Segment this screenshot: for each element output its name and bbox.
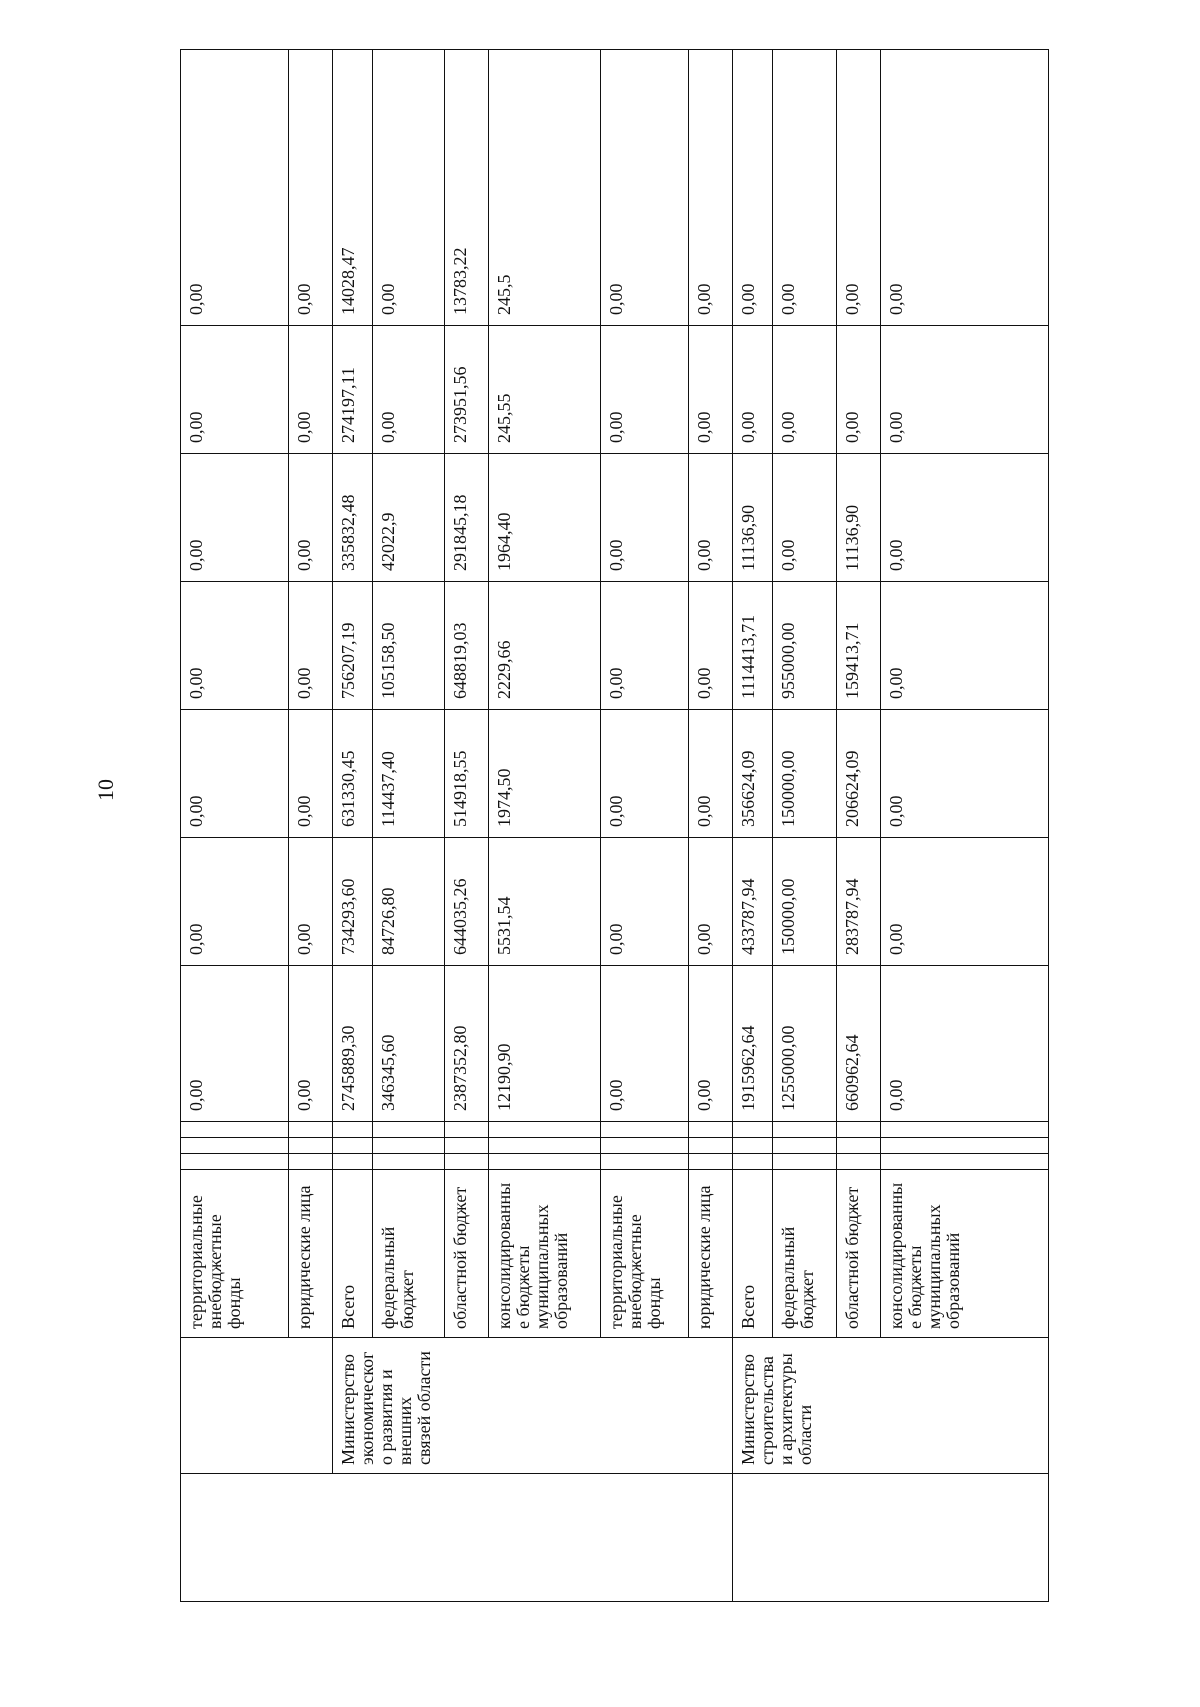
table-row bbox=[733, 50, 773, 1602]
value-cell: 0,00 bbox=[689, 454, 733, 582]
empty-cell bbox=[773, 1138, 837, 1154]
value-cell: 0,00 bbox=[601, 838, 689, 966]
value-cell: 648819,03 bbox=[445, 582, 489, 710]
empty-cell bbox=[289, 1122, 333, 1138]
empty-cell bbox=[333, 1122, 373, 1138]
empty-cell bbox=[373, 1138, 445, 1154]
value-cell: 0,00 bbox=[881, 326, 1049, 454]
empty-cell bbox=[445, 1154, 489, 1170]
value-cell: 291845,18 bbox=[445, 454, 489, 582]
value-cell: 0,00 bbox=[881, 582, 1049, 710]
value-cell: 0,00 bbox=[601, 50, 689, 326]
value-cell: 0,00 bbox=[773, 50, 837, 326]
empty-cell bbox=[689, 1138, 733, 1154]
funding-source-label: юридические лица bbox=[289, 1170, 333, 1338]
value-cell: 0,00 bbox=[181, 710, 289, 838]
empty-cell bbox=[333, 1154, 373, 1170]
table-row bbox=[333, 50, 373, 1602]
value-cell: 273951,56 bbox=[445, 326, 489, 454]
empty-cell bbox=[333, 1138, 373, 1154]
value-cell: 0,00 bbox=[181, 838, 289, 966]
value-cell: 0,00 bbox=[881, 710, 1049, 838]
value-cell: 0,00 bbox=[181, 326, 289, 454]
value-cell: 0,00 bbox=[601, 710, 689, 838]
budget-table-rotated bbox=[180, 50, 1048, 1602]
empty-cell bbox=[489, 1138, 601, 1154]
value-cell: 514918,55 bbox=[445, 710, 489, 838]
empty-cell bbox=[445, 1122, 489, 1138]
empty-cell bbox=[881, 1154, 1049, 1170]
empty-cell bbox=[181, 1154, 289, 1170]
value-cell: 0,00 bbox=[837, 326, 881, 454]
value-cell: 0,00 bbox=[733, 326, 773, 454]
executor-cell: Министерство экономическог о развития и внешних связей области bbox=[333, 1338, 733, 1474]
page-number: 10 bbox=[93, 779, 118, 801]
empty-cell bbox=[489, 1154, 601, 1170]
value-cell: 0,00 bbox=[601, 966, 689, 1122]
value-cell: 346345,60 bbox=[373, 966, 445, 1122]
value-cell: 0,00 bbox=[289, 710, 333, 838]
empty-cell bbox=[373, 1154, 445, 1170]
value-cell: 0,00 bbox=[773, 326, 837, 454]
executor-cell: Министерство строительства и архитектуры области bbox=[733, 1338, 1049, 1474]
value-cell: 1915962,64 bbox=[733, 966, 773, 1122]
value-cell: 2229,66 bbox=[489, 582, 601, 710]
value-cell: 5531,54 bbox=[489, 838, 601, 966]
empty-cell bbox=[289, 1154, 333, 1170]
value-cell: 11136,90 bbox=[837, 454, 881, 582]
executor-cell bbox=[181, 1338, 333, 1474]
value-cell: 0,00 bbox=[289, 966, 333, 1122]
value-cell: 1114413,71 bbox=[733, 582, 773, 710]
value-cell: 0,00 bbox=[181, 582, 289, 710]
table-row bbox=[181, 50, 289, 1602]
program-cell bbox=[181, 1474, 733, 1602]
value-cell: 756207,19 bbox=[333, 582, 373, 710]
value-cell: 0,00 bbox=[373, 50, 445, 326]
value-cell: 0,00 bbox=[881, 838, 1049, 966]
value-cell: 0,00 bbox=[601, 454, 689, 582]
value-cell: 14028,47 bbox=[333, 50, 373, 326]
value-cell: 0,00 bbox=[181, 50, 289, 326]
value-cell: 11136,90 bbox=[733, 454, 773, 582]
value-cell: 206624,09 bbox=[837, 710, 881, 838]
value-cell: 0,00 bbox=[181, 966, 289, 1122]
value-cell: 0,00 bbox=[601, 326, 689, 454]
empty-cell bbox=[837, 1122, 881, 1138]
empty-cell bbox=[181, 1122, 289, 1138]
empty-cell bbox=[445, 1138, 489, 1154]
empty-cell bbox=[733, 1154, 773, 1170]
value-cell: 734293,60 bbox=[333, 838, 373, 966]
value-cell: 105158,50 bbox=[373, 582, 445, 710]
value-cell: 0,00 bbox=[881, 454, 1049, 582]
funding-source-label: Всего bbox=[333, 1170, 373, 1338]
value-cell: 0,00 bbox=[773, 454, 837, 582]
empty-cell bbox=[601, 1122, 689, 1138]
value-cell: 0,00 bbox=[373, 326, 445, 454]
value-cell: 955000,00 bbox=[773, 582, 837, 710]
value-cell: 0,00 bbox=[689, 710, 733, 838]
value-cell: 0,00 bbox=[837, 50, 881, 326]
empty-cell bbox=[733, 1122, 773, 1138]
empty-cell bbox=[689, 1154, 733, 1170]
funding-source-label: консолидированные бюджеты муниципальных образований bbox=[489, 1170, 601, 1338]
funding-source-label: Всего bbox=[733, 1170, 773, 1338]
value-cell: 335832,48 bbox=[333, 454, 373, 582]
value-cell: 42022,9 bbox=[373, 454, 445, 582]
value-cell: 283787,94 bbox=[837, 838, 881, 966]
empty-cell bbox=[881, 1138, 1049, 1154]
empty-cell bbox=[733, 1138, 773, 1154]
empty-cell bbox=[881, 1122, 1049, 1138]
value-cell: 159413,71 bbox=[837, 582, 881, 710]
funding-source-label: федеральный бюджет bbox=[373, 1170, 445, 1338]
value-cell: 356624,09 bbox=[733, 710, 773, 838]
value-cell: 0,00 bbox=[289, 582, 333, 710]
funding-source-label: территориальные внебюджетные фонды bbox=[181, 1170, 289, 1338]
value-cell: 0,00 bbox=[689, 326, 733, 454]
value-cell: 150000,00 bbox=[773, 838, 837, 966]
value-cell: 644035,26 bbox=[445, 838, 489, 966]
value-cell: 245,5 bbox=[489, 50, 601, 326]
value-cell: 0,00 bbox=[689, 966, 733, 1122]
value-cell: 150000,00 bbox=[773, 710, 837, 838]
value-cell: 0,00 bbox=[289, 838, 333, 966]
empty-cell bbox=[373, 1122, 445, 1138]
empty-cell bbox=[601, 1138, 689, 1154]
value-cell: 2745889,30 bbox=[333, 966, 373, 1122]
value-cell: 13783,22 bbox=[445, 50, 489, 326]
value-cell: 0,00 bbox=[181, 454, 289, 582]
value-cell: 1974,50 bbox=[489, 710, 601, 838]
value-cell: 274197,11 bbox=[333, 326, 373, 454]
empty-cell bbox=[837, 1154, 881, 1170]
value-cell: 660962,64 bbox=[837, 966, 881, 1122]
empty-cell bbox=[773, 1154, 837, 1170]
value-cell: 0,00 bbox=[601, 582, 689, 710]
value-cell: 631330,45 bbox=[333, 710, 373, 838]
funding-source-label: территориальные внебюджетные фонды bbox=[601, 1170, 689, 1338]
empty-cell bbox=[181, 1138, 289, 1154]
funding-source-label: областной бюджет bbox=[445, 1170, 489, 1338]
value-cell: 0,00 bbox=[881, 966, 1049, 1122]
value-cell: 0,00 bbox=[689, 582, 733, 710]
value-cell: 0,00 bbox=[689, 838, 733, 966]
empty-cell bbox=[689, 1122, 733, 1138]
empty-cell bbox=[837, 1138, 881, 1154]
value-cell: 1964,40 bbox=[489, 454, 601, 582]
value-cell: 0,00 bbox=[689, 50, 733, 326]
funding-source-label: федеральный бюджет bbox=[773, 1170, 837, 1338]
value-cell: 2387352,80 bbox=[445, 966, 489, 1122]
value-cell: 0,00 bbox=[881, 50, 1049, 326]
value-cell: 433787,94 bbox=[733, 838, 773, 966]
program-cell bbox=[733, 1474, 1049, 1602]
empty-cell bbox=[773, 1122, 837, 1138]
value-cell: 245,55 bbox=[489, 326, 601, 454]
funding-source-label: юридические лица bbox=[689, 1170, 733, 1338]
value-cell: 114437,40 bbox=[373, 710, 445, 838]
value-cell: 0,00 bbox=[289, 326, 333, 454]
empty-cell bbox=[601, 1154, 689, 1170]
value-cell: 0,00 bbox=[733, 50, 773, 326]
empty-cell bbox=[489, 1122, 601, 1138]
empty-cell bbox=[289, 1138, 333, 1154]
value-cell: 0,00 bbox=[289, 50, 333, 326]
value-cell: 1255000,00 bbox=[773, 966, 837, 1122]
value-cell: 84726,80 bbox=[373, 838, 445, 966]
value-cell: 12190,90 bbox=[489, 966, 601, 1122]
funding-source-label: областной бюджет bbox=[837, 1170, 881, 1338]
budget-table bbox=[180, 49, 1049, 1602]
funding-source-label: консолидированные бюджеты муниципальных образований bbox=[881, 1170, 1049, 1338]
value-cell: 0,00 bbox=[289, 454, 333, 582]
